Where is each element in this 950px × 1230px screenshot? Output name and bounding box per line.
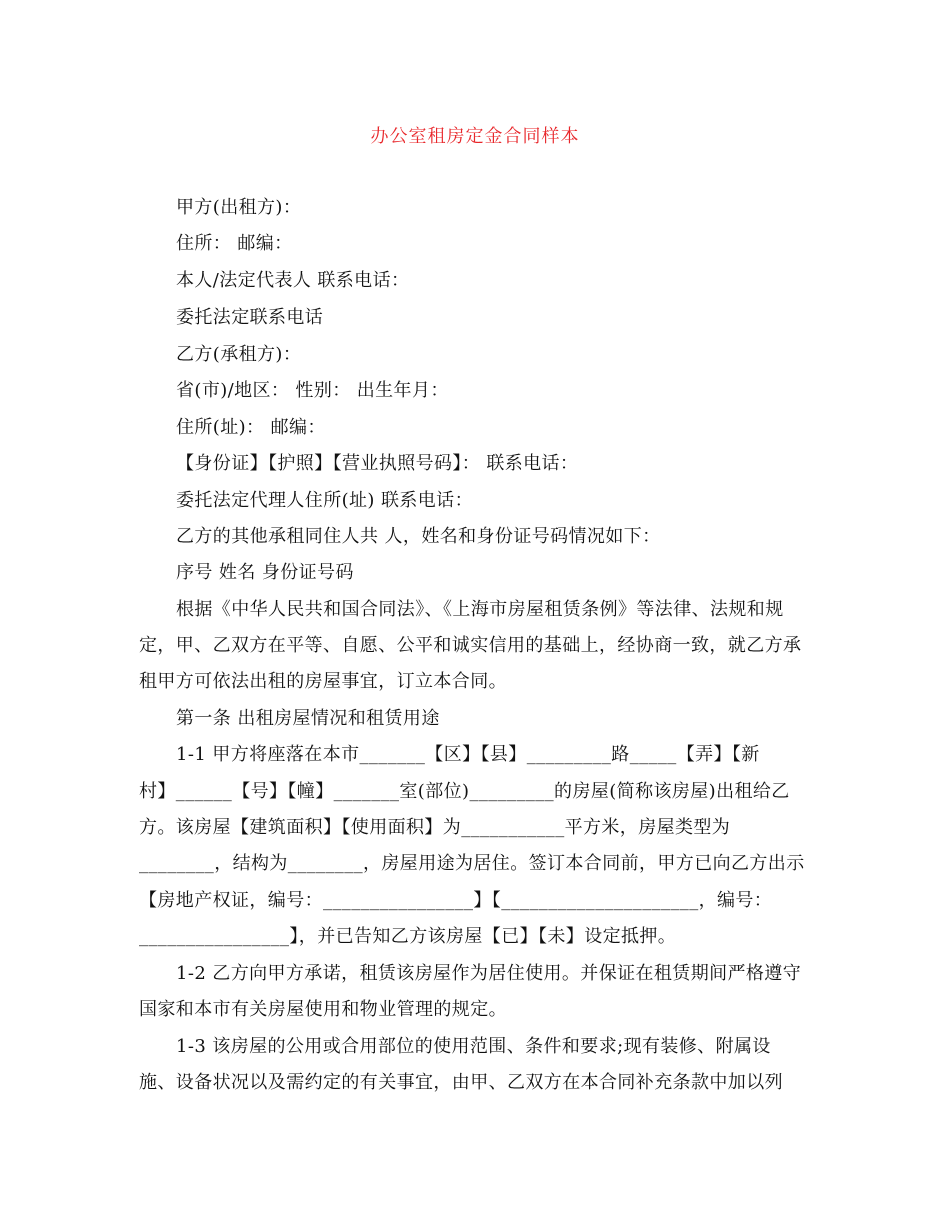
party-a-representative: 本人/法定代表人 联系电话： — [176, 270, 410, 291]
document-title: 办公室租房定金合同样本 — [370, 126, 580, 147]
cohabitants-intro: 乙方的其他承租同住人共 人，姓名和身份证号码情况如下： — [176, 526, 661, 547]
party-b-id: 【身份证】【护照】【营业执照号码】： 联系电话： — [176, 453, 579, 474]
party-a-label: 甲方(出租方)： — [176, 197, 302, 218]
party-b-region: 省(市)/地区： 性别： 出生年月： — [176, 380, 449, 401]
party-b-label: 乙方(承租方)： — [176, 344, 302, 365]
preamble-line-1: 根据《中华人民共和国合同法》、《上海市房屋租赁条例》等法律、法规和规 — [176, 599, 784, 620]
clause-1-1-line-3: 方。该房屋【建筑面积】【使用面积】为___________平方米，房屋类型为 — [139, 817, 731, 838]
party-b-address: 住所(址)： 邮编： — [176, 417, 326, 438]
preamble-line-3: 租甲方可依法出租的房屋事宜，订立本合同。 — [139, 671, 507, 692]
clause-1-1-line-5: 【房地产权证，编号：________________】【_____________________，编号： — [139, 890, 773, 911]
cohabitants-table-header: 序号 姓名 身份证号码 — [176, 562, 354, 583]
clause-1-1-line-4: ________，结构为________，房屋用途为居住。签订本合同前，甲方已向乙方出示 — [139, 853, 805, 874]
clause-1-3-line-2: 施、设备状况以及需约定的有关事宜，由甲、乙双方在本合同补充条款中加以列 — [139, 1072, 783, 1093]
preamble-line-2: 定，甲、乙双方在平等、自愿、公平和诚实信用的基础上，经协商一致，就乙方承 — [139, 635, 802, 656]
clause-1-2-line-1: 1-2 乙方向甲方承诺，租赁该房屋作为居住使用。并保证在租赁期间严格遵守 — [176, 963, 802, 984]
clause-1-2-line-2: 国家和本市有关房屋使用和物业管理的规定。 — [139, 999, 507, 1020]
party-a-agent: 委托法定联系电话 — [176, 307, 324, 328]
clause-1-3-line-1: 1-3 该房屋的公用或合用部位的使用范围、条件和要求;现有装修、附属设 — [176, 1036, 771, 1057]
article-1-heading: 第一条 出租房屋情况和租赁用途 — [176, 708, 440, 729]
party-a-address: 住所： 邮编： — [176, 233, 293, 254]
party-b-agent: 委托法定代理人住所(址) 联系电话： — [176, 490, 473, 511]
clause-1-1-line-1: 1-1 甲方将座落在本市_______【区】【县】_________路_____【弄】【新 — [176, 744, 760, 765]
clause-1-1-line-2: 村】______【号】【幢】_______室(部位)_________的房屋(简称该房屋)出租给乙 — [139, 781, 790, 802]
clause-1-1-line-6: ________________】，并已告知乙方该房屋【已】【未】设定抵押。 — [139, 926, 677, 947]
